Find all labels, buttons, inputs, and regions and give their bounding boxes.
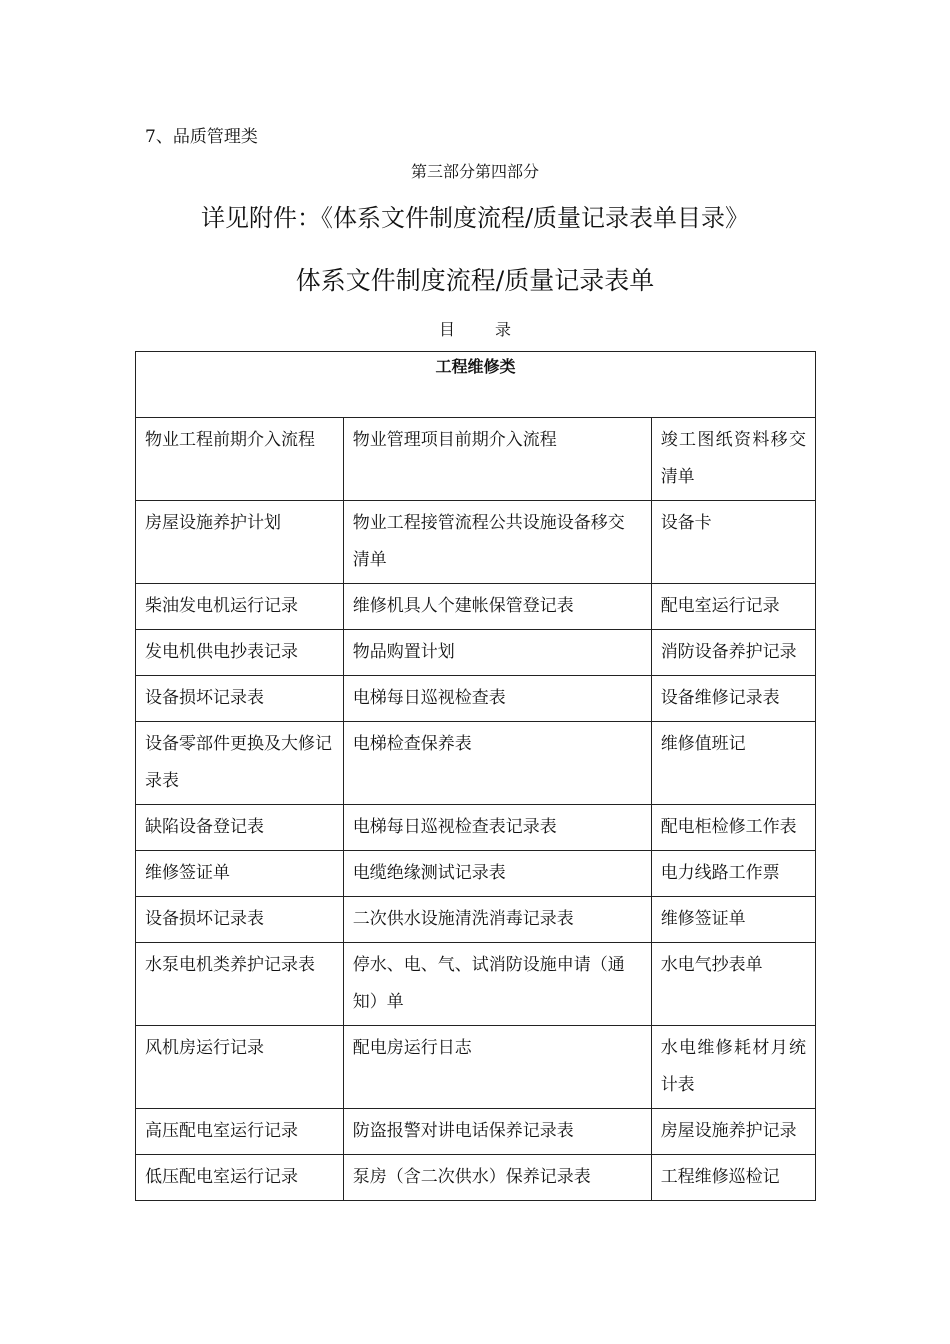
toc-label-char-2: 录	[495, 320, 512, 339]
table-cell: 二次供水设施清洗消毒记录表	[343, 897, 651, 943]
table-cell: 低压配电室运行记录	[136, 1155, 344, 1201]
toc-label	[0, 319, 950, 341]
table-row	[136, 1026, 816, 1109]
table-cell: 物业工程接管流程公共设施设备移交清单	[343, 501, 651, 584]
document-title: 体系文件制度流程/质量记录表单	[295, 266, 655, 295]
table-row	[136, 630, 816, 676]
table-cell: 设备维修记录表	[651, 676, 815, 722]
attachment-line: 详见附件：《体系文件制度流程/质量记录表单目录》	[200, 204, 750, 232]
table-cell: 维修机具人个建帐保管登记表	[343, 584, 651, 630]
section-title: 7、品质管理类	[145, 127, 258, 147]
table-cell: 房屋设施养护计划	[136, 501, 344, 584]
table-row	[136, 722, 816, 805]
table-cell: 维修签证单	[651, 897, 815, 943]
table-cell: 物业管理项目前期介入流程	[343, 418, 651, 501]
table-cell: 电缆绝缘测试记录表	[343, 851, 651, 897]
table-cell: 柴油发电机运行记录	[136, 584, 344, 630]
table-row	[136, 501, 816, 584]
category-header: 工程维修类	[136, 352, 816, 418]
table-cell: 竣工图纸资料移交清单	[651, 418, 815, 501]
table-cell: 水电维修耗材月统计表	[651, 1026, 815, 1109]
table-row	[136, 851, 816, 897]
table-cell: 物业工程前期介入流程	[136, 418, 344, 501]
table-cell: 维修签证单	[136, 851, 344, 897]
table-cell: 电梯检查保养表	[343, 722, 651, 805]
table-cell: 配电房运行日志	[343, 1026, 651, 1109]
table-cell: 维修值班记	[651, 722, 815, 805]
table-cell: 电梯每日巡视检查表	[343, 676, 651, 722]
table-row	[136, 1155, 816, 1201]
table-cell: 工程维修巡检记	[651, 1155, 815, 1201]
table-row	[136, 805, 816, 851]
table-row	[136, 943, 816, 1026]
table-cell: 风机房运行记录	[136, 1026, 344, 1109]
table-cell: 设备损坏记录表	[136, 676, 344, 722]
table-cell: 防盗报警对讲电话保养记录表	[343, 1109, 651, 1155]
table-row	[136, 1109, 816, 1155]
table-cell: 设备损坏记录表	[136, 897, 344, 943]
toc-label-char-1: 目	[438, 320, 455, 339]
table-row	[136, 584, 816, 630]
table-cell: 高压配电室运行记录	[136, 1109, 344, 1155]
category-header-row	[136, 352, 816, 418]
table-cell: 水泵电机类养护记录表	[136, 943, 344, 1026]
table-cell: 设备零部件更换及大修记录表	[136, 722, 344, 805]
table-cell: 房屋设施养护记录	[651, 1109, 815, 1155]
table-cell: 缺陷设备登记表	[136, 805, 344, 851]
table-cell: 电梯每日巡视检查表记录表	[343, 805, 651, 851]
table-cell: 物品购置计划	[343, 630, 651, 676]
table-row	[136, 418, 816, 501]
table-cell: 设备卡	[651, 501, 815, 584]
catalog-table	[135, 351, 816, 1201]
table-cell: 泵房（含二次供水）保养记录表	[343, 1155, 651, 1201]
table-row	[136, 676, 816, 722]
table-cell: 水电气抄表单	[651, 943, 815, 1026]
part-line: 第三部分第四部分	[410, 162, 539, 181]
table-cell: 消防设备养护记录	[651, 630, 815, 676]
table-cell: 发电机供电抄表记录	[136, 630, 344, 676]
table-cell: 配电室运行记录	[651, 584, 815, 630]
table-row	[136, 897, 816, 943]
table-cell: 停水、电、气、试消防设施申请（通知）单	[343, 943, 651, 1026]
table-cell: 配电柜检修工作表	[651, 805, 815, 851]
table-cell: 电力线路工作票	[651, 851, 815, 897]
